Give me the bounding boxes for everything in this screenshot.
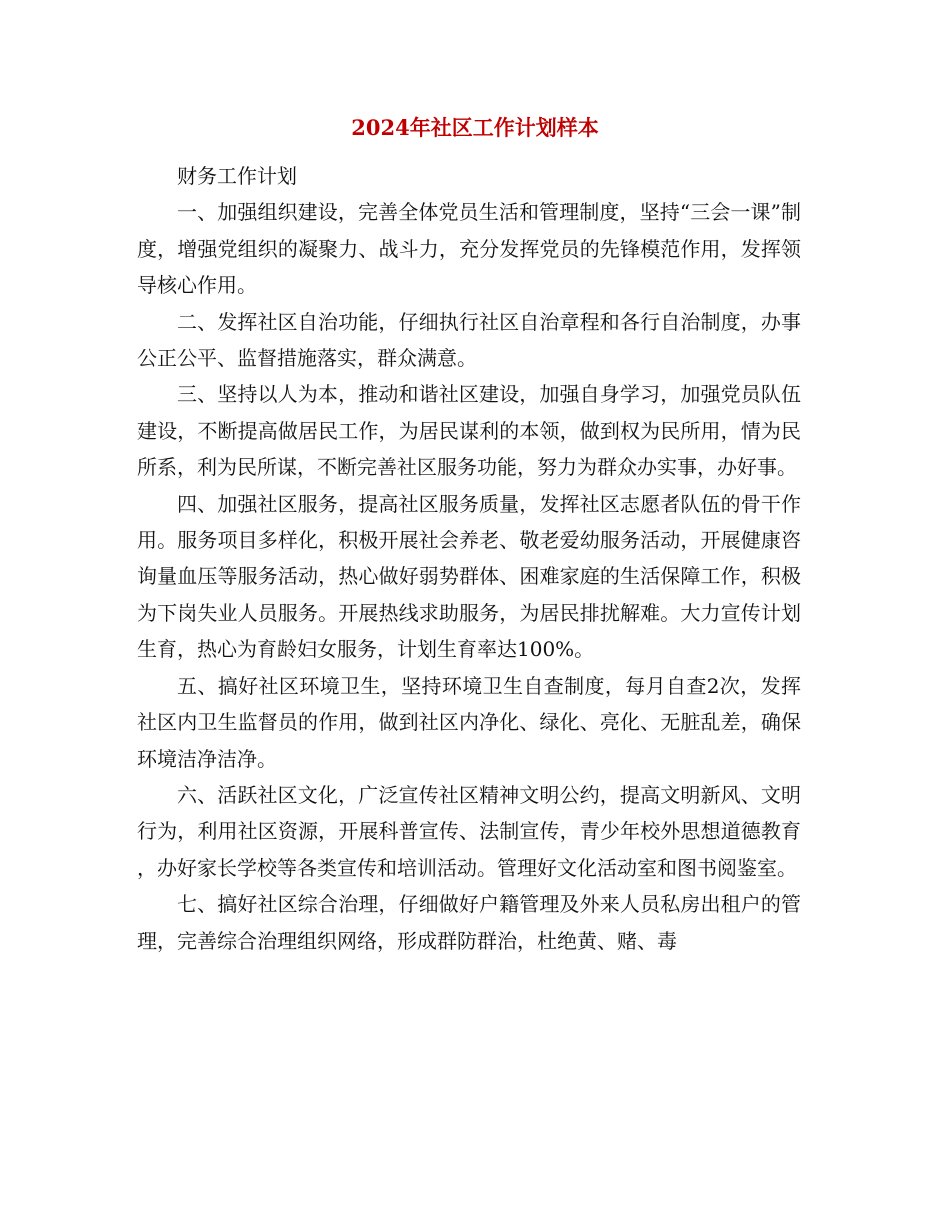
paragraph-3: 三、坚持以人为本，推动和谐社区建设，加强自身学习，加强党员队伍建设，不断提高做居民工作，为居民谋利的本领，做到权为民所用，情为民所系，利为民所谋，不断完善社区服务功能，努力为群众办实事，办好事。 — [137, 382, 801, 480]
paragraph-6: 六、活跃社区文化，广泛宣传社区精神文明公约，提高文明新风、文明行为，利用社区资源，开展科普宣传、法制宣传，青少年校外思想道德教育，办好家长学校等各类宣传和培训活动。管理好文化活动室和图书阅鉴室。 — [137, 782, 801, 880]
paragraph-subtitle: 财务工作计划 — [177, 164, 297, 188]
paragraph-1: 一、加强组织建设，完善全体党员生活和管理制度，坚持“三会一课”制度，增强党组织的凝聚力、战斗力，充分发挥党员的先锋模范作用，发挥领导核心作用。 — [137, 200, 801, 298]
paragraph-7: 七、搞好社区综合治理，仔细做好户籍管理及外来人员私房出租户的管理，完善综合治理组织网络，形成群防群治，杜绝黄、赌、毒 — [137, 892, 801, 953]
paragraph-2: 二、发挥社区自治功能，仔细执行社区自治章程和各行自治制度，办事公正公平、监督措施落实，群众满意。 — [137, 309, 801, 371]
document-title: 2024年社区工作计划样本 — [351, 115, 599, 140]
paragraph-5: 五、搞好社区环境卫生，坚持环境卫生自查制度，每月自查2次，发挥社区内卫生监督员的作用，做到社区内净化、绿化、亮化、无脏乱差，确保环境洁净洁净。 — [137, 673, 801, 771]
paragraph-4: 四、加强社区服务，提高社区服务质量，发挥社区志愿者队伍的骨干作用。服务项目多样化，积极开展社会养老、敬老爱幼服务活动，开展健康咨询量血压等服务活动，热心做好弱势群体、困难家庭的生活保障工作，积极为下岗失业人员服务。开展热线求助服务，为居民排扰解难。大力宣传计划生育，热心为育龄妇女服务，计划生育率达100%。 — [137, 491, 801, 662]
document-body — [137, 158, 801, 959]
